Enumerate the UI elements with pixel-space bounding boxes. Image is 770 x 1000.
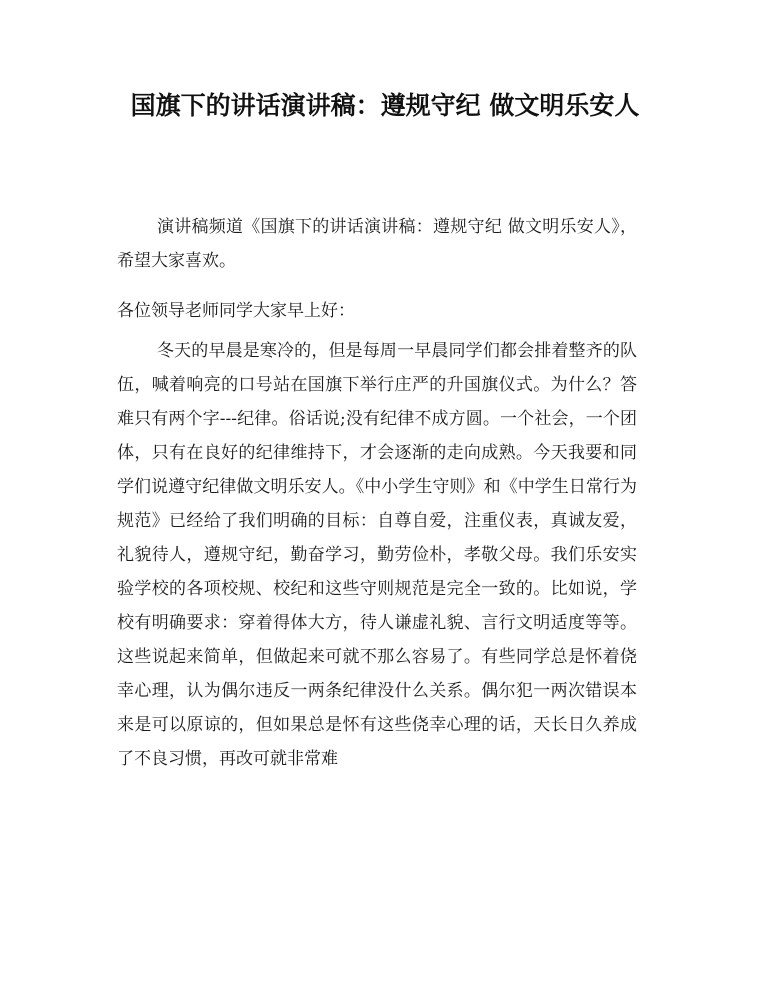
intro-paragraph: 演讲稿频道《国旗下的讲话演讲稿：遵规守纪 做文明乐安人》，希望大家喜欢。 [117,217,637,271]
salutation-line: 各位领导老师同学大家早上好： [117,301,355,321]
page-title: 国旗下的讲话演讲稿：遵规守纪 做文明乐安人 [130,91,640,120]
body-paragraph: 冬天的早晨是寒冷的，但是每周一早晨同学们都会排着整齐的队伍，喊着响亮的口号站在国旗下举行庄严的升国旗仪式。为什么？答难只有两个字---纪律。俗话说;没有纪律不成方圆。一个社会，一个团体，只有在良好的纪律维持下，才会逐渐的走向成熟。今天我要和同学们说遵守纪律做文明乐安人。《中小学生守则》和《中学生日常行为规范》已经给了我们明确的目标：自尊自爱，注重仪表，真诚友爱，礼貌待人，遵规守纪，勤奋学习，勤劳俭朴，孝敬父母。我们乐安实验学校的各项校规、校纪和这些守则规范是完全一致的。比如说，学校有明确要求：穿着得体大方，待人谦虚礼貌、言行文明适度等等。这些说起来简单，但做起来可就不那么容易了。有些同学总是怀着侥幸心理，认为偶尔违反一两条纪律没什么关系。偶尔犯一两次错误本来是可以原谅的，但如果总是怀有这些侥幸心理的话，天长日久养成了不良习惯，再改可就非常难 [117,341,637,769]
